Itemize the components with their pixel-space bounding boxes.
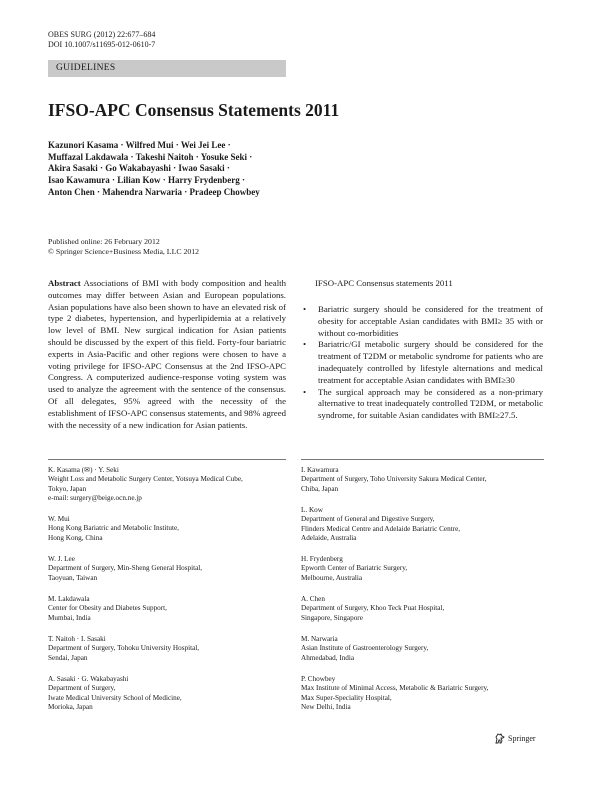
affiliation-line: Hong Kong, China: [48, 533, 103, 542]
affiliation-authors: M. Lakdawala: [48, 595, 90, 603]
affiliation-authors: W. Mui: [48, 515, 70, 523]
affiliation-authors: A. Chen: [301, 595, 325, 603]
statement-text: The surgical approach may be considered as a non-primary alternative to treat inadequately controlled T2DM, or metabolic syndrome, for suitable Asian candidates with BMI≥27.5.: [318, 386, 543, 421]
affiliation-block: [48, 595, 293, 623]
statements-list: [300, 304, 543, 422]
affiliation-line: Asian Institute of Gastroenterology Surgery,: [301, 644, 429, 653]
author-line: Kazunori Kasama · Wilfred Mui · Wei Jei Lee ·: [48, 140, 231, 150]
affiliation-line: Center for Obesity and Diabetes Support,: [48, 604, 167, 613]
affiliation-block: [301, 675, 566, 713]
affiliation-authors: L. Kow: [301, 506, 323, 514]
affiliation-block: [301, 466, 561, 494]
author-line: Isao Kawamura · Lilian Kow · Harry Frydenberg ·: [48, 175, 245, 186]
published-date: Published online: 26 February 2012: [48, 237, 160, 246]
affiliation-line: Department of Surgery,: [48, 684, 116, 693]
statement-item: [300, 339, 543, 386]
author-list: [48, 140, 260, 199]
journal-citation: OBES SURG (2012) 22:677–684: [48, 30, 156, 39]
affiliation-email: e-mail: surgery@beige.ocn.ne.jp: [48, 494, 142, 503]
abstract-label: Abstract: [48, 278, 81, 288]
bullet-icon: •: [303, 339, 307, 350]
footnote-rule-left: [48, 459, 286, 460]
affiliation-line: Department of Surgery, Toho University Sakura Medical Center,: [301, 475, 487, 484]
statement-item: [300, 387, 543, 422]
footnote-rule-right: [301, 459, 544, 460]
affiliation-line: Ahmedabad, India: [301, 653, 355, 662]
affiliation-line: Department of General and Digestive Surgery,: [301, 515, 435, 524]
affiliation-line: Melbourne, Australia: [301, 573, 363, 582]
section-band: [48, 60, 286, 77]
affiliation-authors: I. Kawamura: [301, 466, 339, 474]
bullet-icon: •: [303, 304, 307, 314]
affiliation-line: Iwate Medical University School of Medicine,: [48, 693, 182, 702]
affiliation-block: [301, 555, 561, 583]
affiliation-block: [48, 635, 293, 663]
affiliation-line: Hong Kong Bariatric and Metabolic Institute,: [48, 524, 179, 533]
affiliation-line: Chiba, Japan: [301, 484, 339, 493]
copyright: © Springer Science+Business Media, LLC 2012: [48, 247, 200, 256]
affiliation-block: [301, 595, 561, 623]
affiliation-block: [48, 466, 293, 504]
affiliation-line: Department of Surgery, Min-Sheng General Hospital,: [48, 564, 203, 573]
author-line: Muffazal Lakdawala · Takeshi Naitoh · Yosuke Seki ·: [48, 151, 253, 162]
springer-horse-icon: [494, 733, 506, 744]
affiliation-block: [301, 635, 561, 663]
affiliation-line: Sendai, Japan: [48, 653, 88, 662]
affiliation-line: Tokyo, Japan: [48, 484, 87, 493]
publication-info: [48, 237, 199, 257]
affiliation-line: Department of Surgery, Tohoku University Hospital,: [48, 644, 200, 653]
abstract-text: Associations of BMI with body composition and health outcomes may differ between Asian and European populations. Asian populations have also been shown to have an elevated risk of type 2 diabetes, hypertension, and hyperlipidemia at a relatively low level of BMI. New surgical indication for Asian patients should be discussed by the expert of this field. Forty-four bariatric experts in Asia-Pacific and other regions were chosen to have a voting privilege for IFSO-APC Consensus at the 2nd IFSO-APC Congress. A computerized audience-response voting system was used to analyze the agreement with the sentence of the consensus. Of all delegates, 95% agreed with the necessity of the establishment of IFSO-APC consensus statements, and 98% agreed with the necessity of a new indication for Asian patients.: [48, 278, 286, 430]
affiliation-line: Adelaide, Australia: [301, 534, 357, 543]
affiliation-line: Epworth Center of Bariatric Surgery,: [301, 564, 408, 573]
publisher-logo: [494, 733, 536, 744]
affiliation-line: Mumbai, India: [48, 613, 91, 622]
affiliation-authors: H. Frydenberg: [301, 555, 343, 563]
journal-header: [48, 30, 155, 50]
affiliation-line: Morioka, Japan: [48, 703, 93, 712]
publisher-name: Springer: [508, 734, 536, 743]
doi: DOI 10.1007/s11695-012-0610-7: [48, 40, 156, 49]
affiliation-line: Taoyuan, Taiwan: [48, 573, 98, 582]
affiliation-authors: T. Naitoh · I. Sasaki: [48, 635, 106, 643]
affiliation-line: Flinders Medical Centre and Adelaide Bariatric Centre,: [301, 524, 461, 533]
author-line: Akira Sasaki · Go Wakabayashi · Iwao Sasaki ·: [48, 163, 230, 174]
statement-text: Bariatric surgery should be considered for the treatment of obesity for acceptable Asian candidates with BMI≥ 35 with or without co-morbidities: [318, 304, 543, 338]
affiliation-block: [48, 555, 293, 583]
affiliation-authors: A. Sasaki · G. Wakabayashi: [48, 675, 129, 683]
affiliation-block: [301, 506, 561, 544]
statement-text: Bariatric/GI metabolic surgery should be considered for the treatment of T2DM or metabolic syndrome for patients who are inadequately controlled by lifestyle alternations and medical treatment for acceptable Asian candidates with BMI≥30: [318, 339, 543, 385]
statements-heading: IFSO-APC Consensus statements 2011: [315, 278, 453, 288]
statement-item: [300, 304, 543, 339]
affiliation-line: Department of Surgery, Khoo Teck Puat Hospital,: [301, 604, 445, 613]
bullet-icon: •: [303, 386, 307, 397]
affiliation-line: Singapore, Singapore: [301, 613, 363, 622]
affiliation-line: Weight Loss and Metabolic Surgery Center, Yotsuya Medical Cube,: [48, 475, 243, 484]
abstract: [48, 278, 286, 431]
author-line: Anton Chen · Mahendra Narwaria · Pradeep Chowbey: [48, 186, 260, 197]
affiliation-block: [48, 515, 293, 543]
article-title: IFSO-APC Consensus Statements 2011: [48, 100, 340, 120]
affiliation-authors: K. Kasama (✉) · Y. Seki: [48, 466, 119, 474]
affiliation-line: Max Institute of Minimal Access, Metabolic & Bariatric Surgery,: [301, 684, 489, 693]
affiliation-authors: M. Narwaria: [301, 635, 338, 643]
affiliation-authors: P. Chowbey: [301, 675, 336, 683]
affiliation-line: New Delhi, India: [301, 703, 351, 712]
affiliation-authors: W. J. Lee: [48, 555, 75, 563]
section-label: GUIDELINES: [56, 63, 116, 73]
affiliation-block: [48, 675, 293, 713]
affiliation-line: Max Super-Speciality Hospital,: [301, 693, 392, 702]
